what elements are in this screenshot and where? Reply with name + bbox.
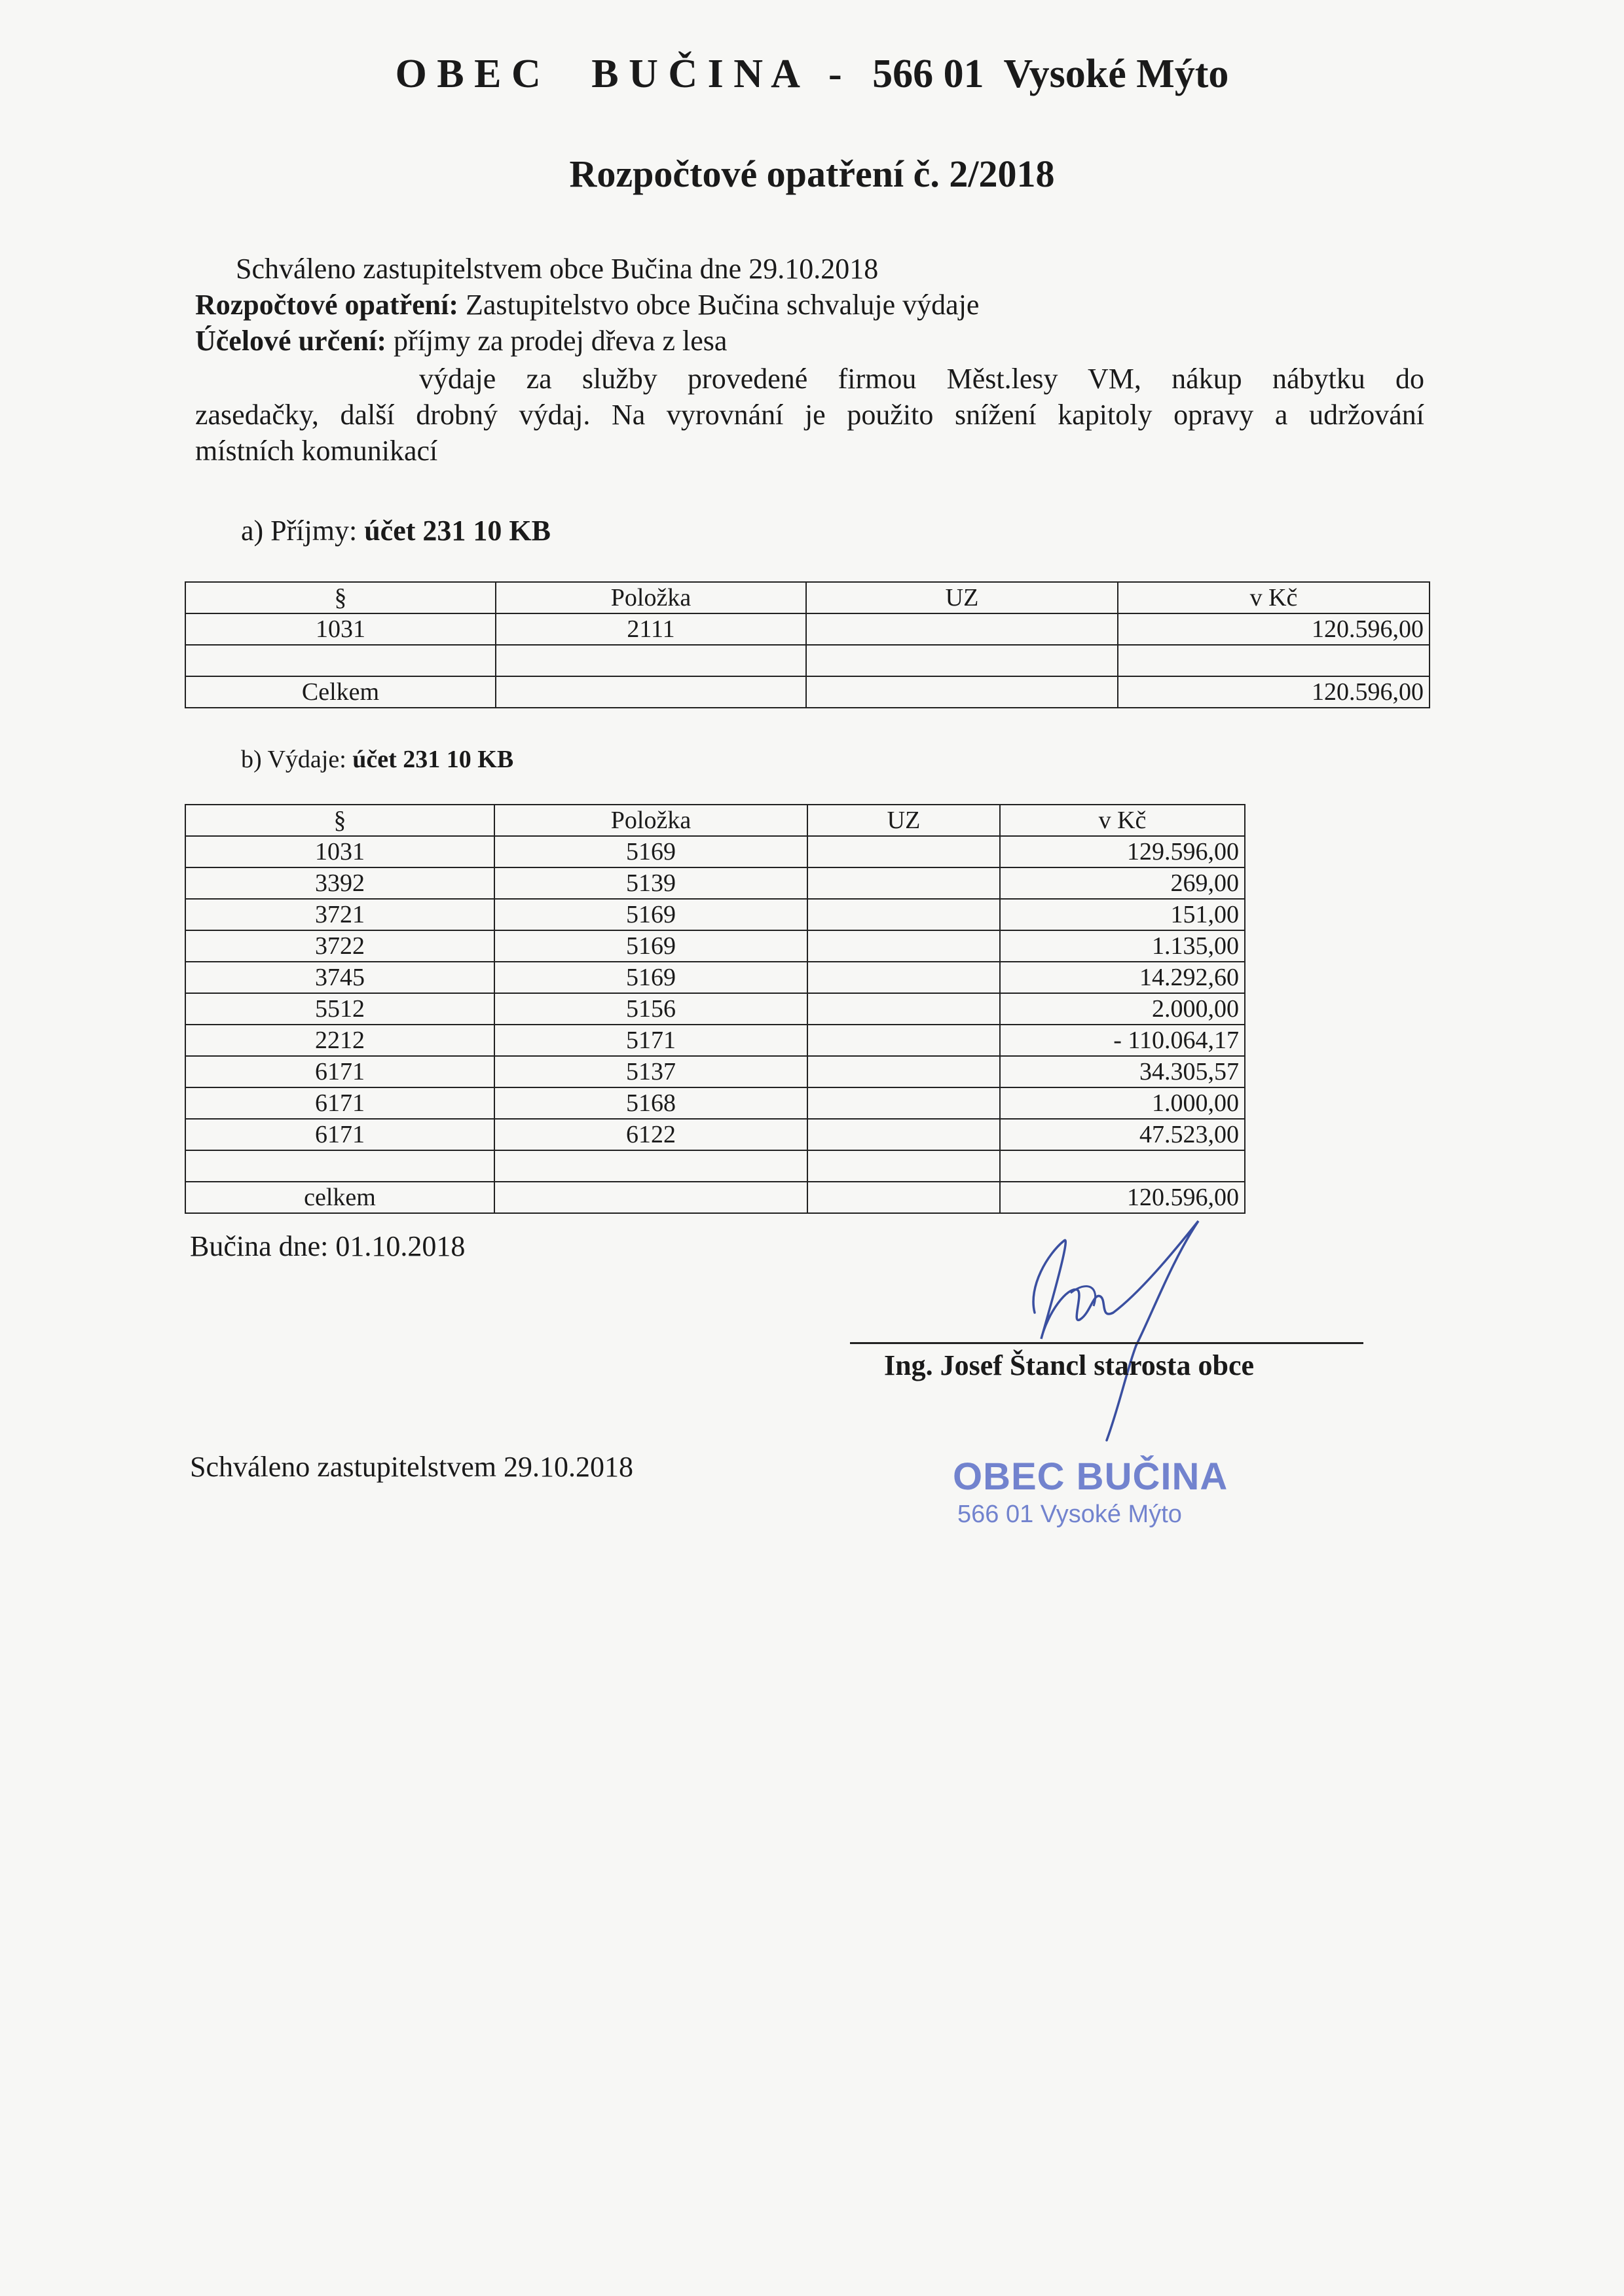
expenses-cell-item: 5168 xyxy=(494,1087,807,1119)
expenses-cell-uz xyxy=(807,836,1000,867)
expenses-header-uz: UZ xyxy=(807,805,1000,836)
expenses-cell-paragraph: 3392 xyxy=(185,867,494,899)
income-header-item: Položka xyxy=(496,582,806,613)
income-cell-item: 2111 xyxy=(496,613,806,645)
expenses-cell-uz xyxy=(807,962,1000,993)
purpose-label: Účelové určení: xyxy=(195,325,386,357)
expenses-cell-paragraph: 6171 xyxy=(185,1087,494,1119)
expenses-cell-paragraph: 2212 xyxy=(185,1025,494,1056)
purpose-line xyxy=(195,324,727,358)
expenses-cell-uz xyxy=(807,1056,1000,1087)
income-table xyxy=(185,581,1430,708)
expenses-cell-item: 5137 xyxy=(494,1056,807,1087)
expenses-cell-item: 5169 xyxy=(494,836,807,867)
table-row xyxy=(185,1119,1245,1150)
expenses-cell-paragraph xyxy=(185,1150,494,1182)
expenses-cell-item: 5169 xyxy=(494,899,807,930)
table-row xyxy=(185,1025,1245,1056)
expenses-table xyxy=(185,804,1246,1214)
expenses-total-value: 120.596,00 xyxy=(1000,1182,1245,1213)
income-total-empty xyxy=(806,676,1118,708)
signatory-name: Ing. Josef Štancl starosta obce xyxy=(884,1349,1255,1381)
expenses-account: účet 231 10 KB xyxy=(352,746,514,773)
income-label xyxy=(241,514,551,547)
expenses-cell-uz xyxy=(807,1119,1000,1150)
stamp-text-line2: 566 01 Vysoké Mýto xyxy=(957,1501,1182,1528)
expenses-cell-item: 6122 xyxy=(494,1119,807,1150)
income-label-prefix: a) Příjmy: xyxy=(241,515,358,547)
table-row xyxy=(185,1056,1245,1087)
purpose-text: příjmy za prodej dřeva z lesa xyxy=(386,325,728,357)
income-total-row xyxy=(185,676,1430,708)
income-cell-uz xyxy=(806,613,1118,645)
table-row xyxy=(185,962,1245,993)
expenses-cell-amount xyxy=(1000,1150,1245,1182)
expenses-label xyxy=(241,745,513,774)
expenses-total-label: celkem xyxy=(185,1182,494,1213)
expenses-total-empty xyxy=(807,1182,1000,1213)
purpose-line-3: zasedačky, další drobný výdaj. Na vyrovnání je použito snížení kapitoly opravy a udržování xyxy=(195,399,1424,431)
expenses-cell-paragraph: 3722 xyxy=(185,930,494,962)
table-row xyxy=(185,993,1245,1025)
income-account: účet 231 10 KB xyxy=(364,515,551,547)
expenses-cell-uz xyxy=(807,867,1000,899)
expenses-header-paragraph: § xyxy=(185,805,494,836)
stamp-text-line1: OBEC BUČINA xyxy=(953,1455,1228,1498)
expenses-cell-uz xyxy=(807,1150,1000,1182)
municipality-header: O B E C B U Č I N A - 566 01 Vysoké Mýto xyxy=(395,52,1229,96)
final-approval: Schváleno zastupitelstvem 29.10.2018 xyxy=(190,1451,633,1483)
expenses-cell-amount: 151,00 xyxy=(1000,899,1245,930)
expenses-cell-item: 5156 xyxy=(494,993,807,1025)
table-row xyxy=(185,836,1245,867)
table-row xyxy=(185,613,1430,645)
income-total-value: 120.596,00 xyxy=(1118,676,1430,708)
expenses-cell-item: 5139 xyxy=(494,867,807,899)
expenses-cell-uz xyxy=(807,930,1000,962)
expenses-total-empty xyxy=(494,1182,807,1213)
expenses-header-row xyxy=(185,805,1245,836)
expenses-cell-amount: 34.305,57 xyxy=(1000,1056,1245,1087)
income-cell-paragraph xyxy=(185,645,496,676)
expenses-cell-amount: 129.596,00 xyxy=(1000,836,1245,867)
income-header-paragraph: § xyxy=(185,582,496,613)
expenses-total-row xyxy=(185,1182,1245,1213)
expenses-cell-amount: - 110.064,17 xyxy=(1000,1025,1245,1056)
income-cell-paragraph: 1031 xyxy=(185,613,496,645)
measure-text: Zastupitelstvo obce Bučina schvaluje výdaje xyxy=(458,289,980,321)
income-total-label: Celkem xyxy=(185,676,496,708)
purpose-line-2: výdaje za služby provedené firmou Měst.lesy VM, nákup nábytku do xyxy=(419,363,1424,395)
income-cell-amount xyxy=(1118,645,1430,676)
expenses-cell-amount: 269,00 xyxy=(1000,867,1245,899)
expenses-cell-paragraph: 6171 xyxy=(185,1056,494,1087)
table-row xyxy=(185,645,1430,676)
expenses-cell-uz xyxy=(807,1087,1000,1119)
income-header-row xyxy=(185,582,1430,613)
table-row xyxy=(185,930,1245,962)
document-title: Rozpočtové opatření č. 2/2018 xyxy=(569,153,1055,195)
expenses-cell-item: 5169 xyxy=(494,962,807,993)
expenses-cell-amount: 14.292,60 xyxy=(1000,962,1245,993)
measure-label: Rozpočtové opatření: xyxy=(195,289,459,321)
expenses-cell-paragraph: 6171 xyxy=(185,1119,494,1150)
income-cell-item xyxy=(496,645,806,676)
expenses-cell-uz xyxy=(807,1025,1000,1056)
table-row xyxy=(185,899,1245,930)
income-total-empty xyxy=(496,676,806,708)
expenses-cell-amount: 1.135,00 xyxy=(1000,930,1245,962)
expenses-cell-amount: 47.523,00 xyxy=(1000,1119,1245,1150)
table-row xyxy=(185,867,1245,899)
expenses-cell-paragraph: 5512 xyxy=(185,993,494,1025)
income-header-uz: UZ xyxy=(806,582,1118,613)
expenses-cell-item xyxy=(494,1150,807,1182)
income-cell-amount: 120.596,00 xyxy=(1118,613,1430,645)
purpose-line-4: místních komunikací xyxy=(195,435,438,467)
table-row xyxy=(185,1087,1245,1119)
expenses-cell-item: 5171 xyxy=(494,1025,807,1056)
signature-mark xyxy=(1008,1214,1231,1450)
expenses-header-amount: v Kč xyxy=(1000,805,1245,836)
signature-line xyxy=(850,1342,1363,1344)
expenses-label-prefix: b) Výdaje: xyxy=(241,746,346,773)
income-header-amount: v Kč xyxy=(1118,582,1430,613)
expenses-cell-uz xyxy=(807,993,1000,1025)
expenses-cell-paragraph: 3721 xyxy=(185,899,494,930)
expenses-header-item: Položka xyxy=(494,805,807,836)
measure-line xyxy=(195,288,979,322)
expenses-cell-item: 5169 xyxy=(494,930,807,962)
expenses-cell-uz xyxy=(807,899,1000,930)
expenses-cell-paragraph: 1031 xyxy=(185,836,494,867)
expenses-cell-paragraph: 3745 xyxy=(185,962,494,993)
income-cell-uz xyxy=(806,645,1118,676)
expenses-cell-amount: 1.000,00 xyxy=(1000,1087,1245,1119)
table-row xyxy=(185,1150,1245,1182)
approval-line: Schváleno zastupitelstvem obce Bučina dne 29.10.2018 xyxy=(236,253,879,285)
expenses-cell-amount: 2.000,00 xyxy=(1000,993,1245,1025)
signing-date: Bučina dne: 01.10.2018 xyxy=(190,1230,466,1262)
